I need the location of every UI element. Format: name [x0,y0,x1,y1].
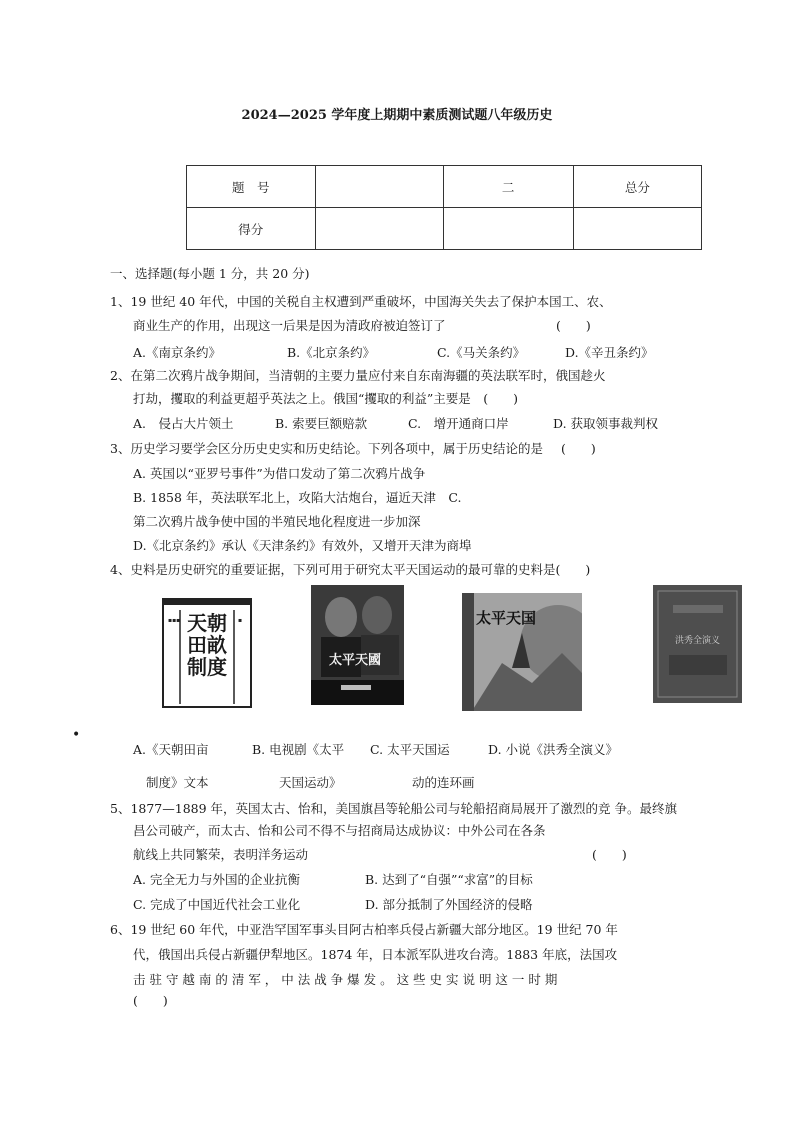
question-6-line1: 6、19 世纪 60 年代，中亚浩罕国军事头目阿古柏率兵侵占新疆大部分地区。19 世纪 70 年 [110,922,618,937]
score-table-cell: 题 号 [187,166,316,208]
score-table-cell [315,166,443,208]
option-a-cont: 制度》文本 [146,775,209,790]
option-a: A. 完全无力与外国的企业抗衡 [133,872,300,887]
question-5-line2: 昌公司破产，而太古、怡和公司不得不与招商局达成协议：中外公司在各条 [133,823,546,838]
option-b: B. 索要巨额赔款 [275,416,368,431]
question-1-line1: 1、19 世纪 40 年代，中国的关税自主权遭到严重破坏，中国海关失去了保护本国工、农、 [110,294,612,309]
svg-text:▪: ▪ [238,617,243,624]
option-c-cont: 动的连环画 [412,775,475,790]
question-6-line3: 击 驻 守 越 南 的 清 军 ， 中 法 战 争 爆 发 。 这 些 史 实 说 明 这 一 时 期 [133,972,558,987]
option-d: D.《北京条约》承认《天津条约》有效外，又增开天津为商埠 [133,538,472,553]
option-c: 第二次鸦片战争使中国的半殖民地化程度进一步加深 [133,514,421,529]
section-heading: 一、选择题(每小题 1 分，共 20 分) [110,266,310,281]
option-a: A. 侵占大片领土 [133,416,234,431]
source-image-comic [462,593,582,711]
question-2-line2: 打劫，攫取的利益更超乎英法之上。俄国“攫取的利益”主要是 ( ) [133,391,519,406]
option-a: A.《天朝田亩 [133,742,209,757]
option-b: B. 1858 年，英法联军北上，攻陷大沽炮台，逼近天津 C. [133,490,462,505]
answer-paren[interactable]: ( ) [561,441,596,456]
option-d: D. 小说《洪秀全演义》 [488,742,619,757]
question-3-line1: 3、历史学习要学会区分历史史实和历史结论。下列各项中，属于历史结论的是 [110,441,543,456]
question-5-line3: 航线上共同繁荣，表明洋务运动 [133,847,309,862]
question-2-line1: 2、在第二次鸦片战争期间，当清朝的主要力量应付来自东南海疆的英法联军时，俄国趁火 [110,368,606,383]
option-d: D.《辛丑条约》 [565,345,654,360]
score-table-cell: 得分 [187,208,316,250]
score-table-cell: 二 [443,166,573,208]
bullet-dot: • [72,727,81,743]
option-c: C. 完成了中国近代社会工业化 [133,897,301,912]
score-table-cell[interactable] [315,208,443,250]
option-d: D. 部分抵制了外国经济的侵略 [365,897,533,912]
image-caption: 太平天国 [476,609,537,627]
svg-text:▪▪▪: ▪▪▪ [168,617,181,624]
score-table-cell: 总分 [573,166,701,208]
option-c: C. 太平天国运 [370,742,450,757]
answer-paren[interactable]: ( ) [133,993,168,1008]
page-title: 2024—2025 学年度上期期中素质测试题八年级历史 [241,108,553,123]
option-d: D. 获取领事裁判权 [553,416,659,431]
source-image-tv-drama [311,585,404,705]
image-caption: 天朝田畝制度 [187,611,227,679]
answer-paren[interactable]: ( ) [556,318,591,333]
score-table-row-score [187,208,702,250]
score-table-row-header [187,166,702,208]
option-b: B.《北京条约》 [287,345,376,360]
option-b: B. 电视剧《太平 [252,742,345,757]
answer-paren[interactable]: ( ) [592,847,627,862]
source-image-tianchao [162,598,252,708]
question-1-line2: 商业生产的作用，出现这一后果是因为清政府被迫签订了 [133,318,446,333]
source-image-novel [653,585,742,703]
question-5-line1: 5、1877—1889 年，英国太古、怡和，美国旗昌等轮船公司与轮船招商局展开了激烈的竞 争。最终旗 [110,801,678,816]
score-table-cell[interactable] [443,208,573,250]
option-b: B. 达到了“自强”“求富”的目标 [365,872,533,887]
question-4-line1: 4、史料是历史研究的重要证据，下列可用于研究太平天国运动的最可靠的史料是( ) [110,562,591,577]
image-caption: 太平天國 [329,653,382,668]
poster-icon [311,585,404,705]
image-caption: 洪秀全演义 [675,636,721,646]
question-6-line2: 代，俄国出兵侵占新疆伊犁地区。1874 年，日本派军队进攻台湾。1883 年底，法国攻 [133,947,618,962]
score-table [186,165,702,250]
option-a: A. 英国以“亚罗号事件”为借口发动了第二次鸦片战争 [133,466,426,481]
score-table-cell[interactable] [573,208,701,250]
option-c: C. 增开通商口岸 [408,416,509,431]
option-b-cont: 天国运动》 [279,775,342,790]
option-c: C.《马关条约》 [437,345,526,360]
option-a: A.《南京条约》 [133,345,222,360]
